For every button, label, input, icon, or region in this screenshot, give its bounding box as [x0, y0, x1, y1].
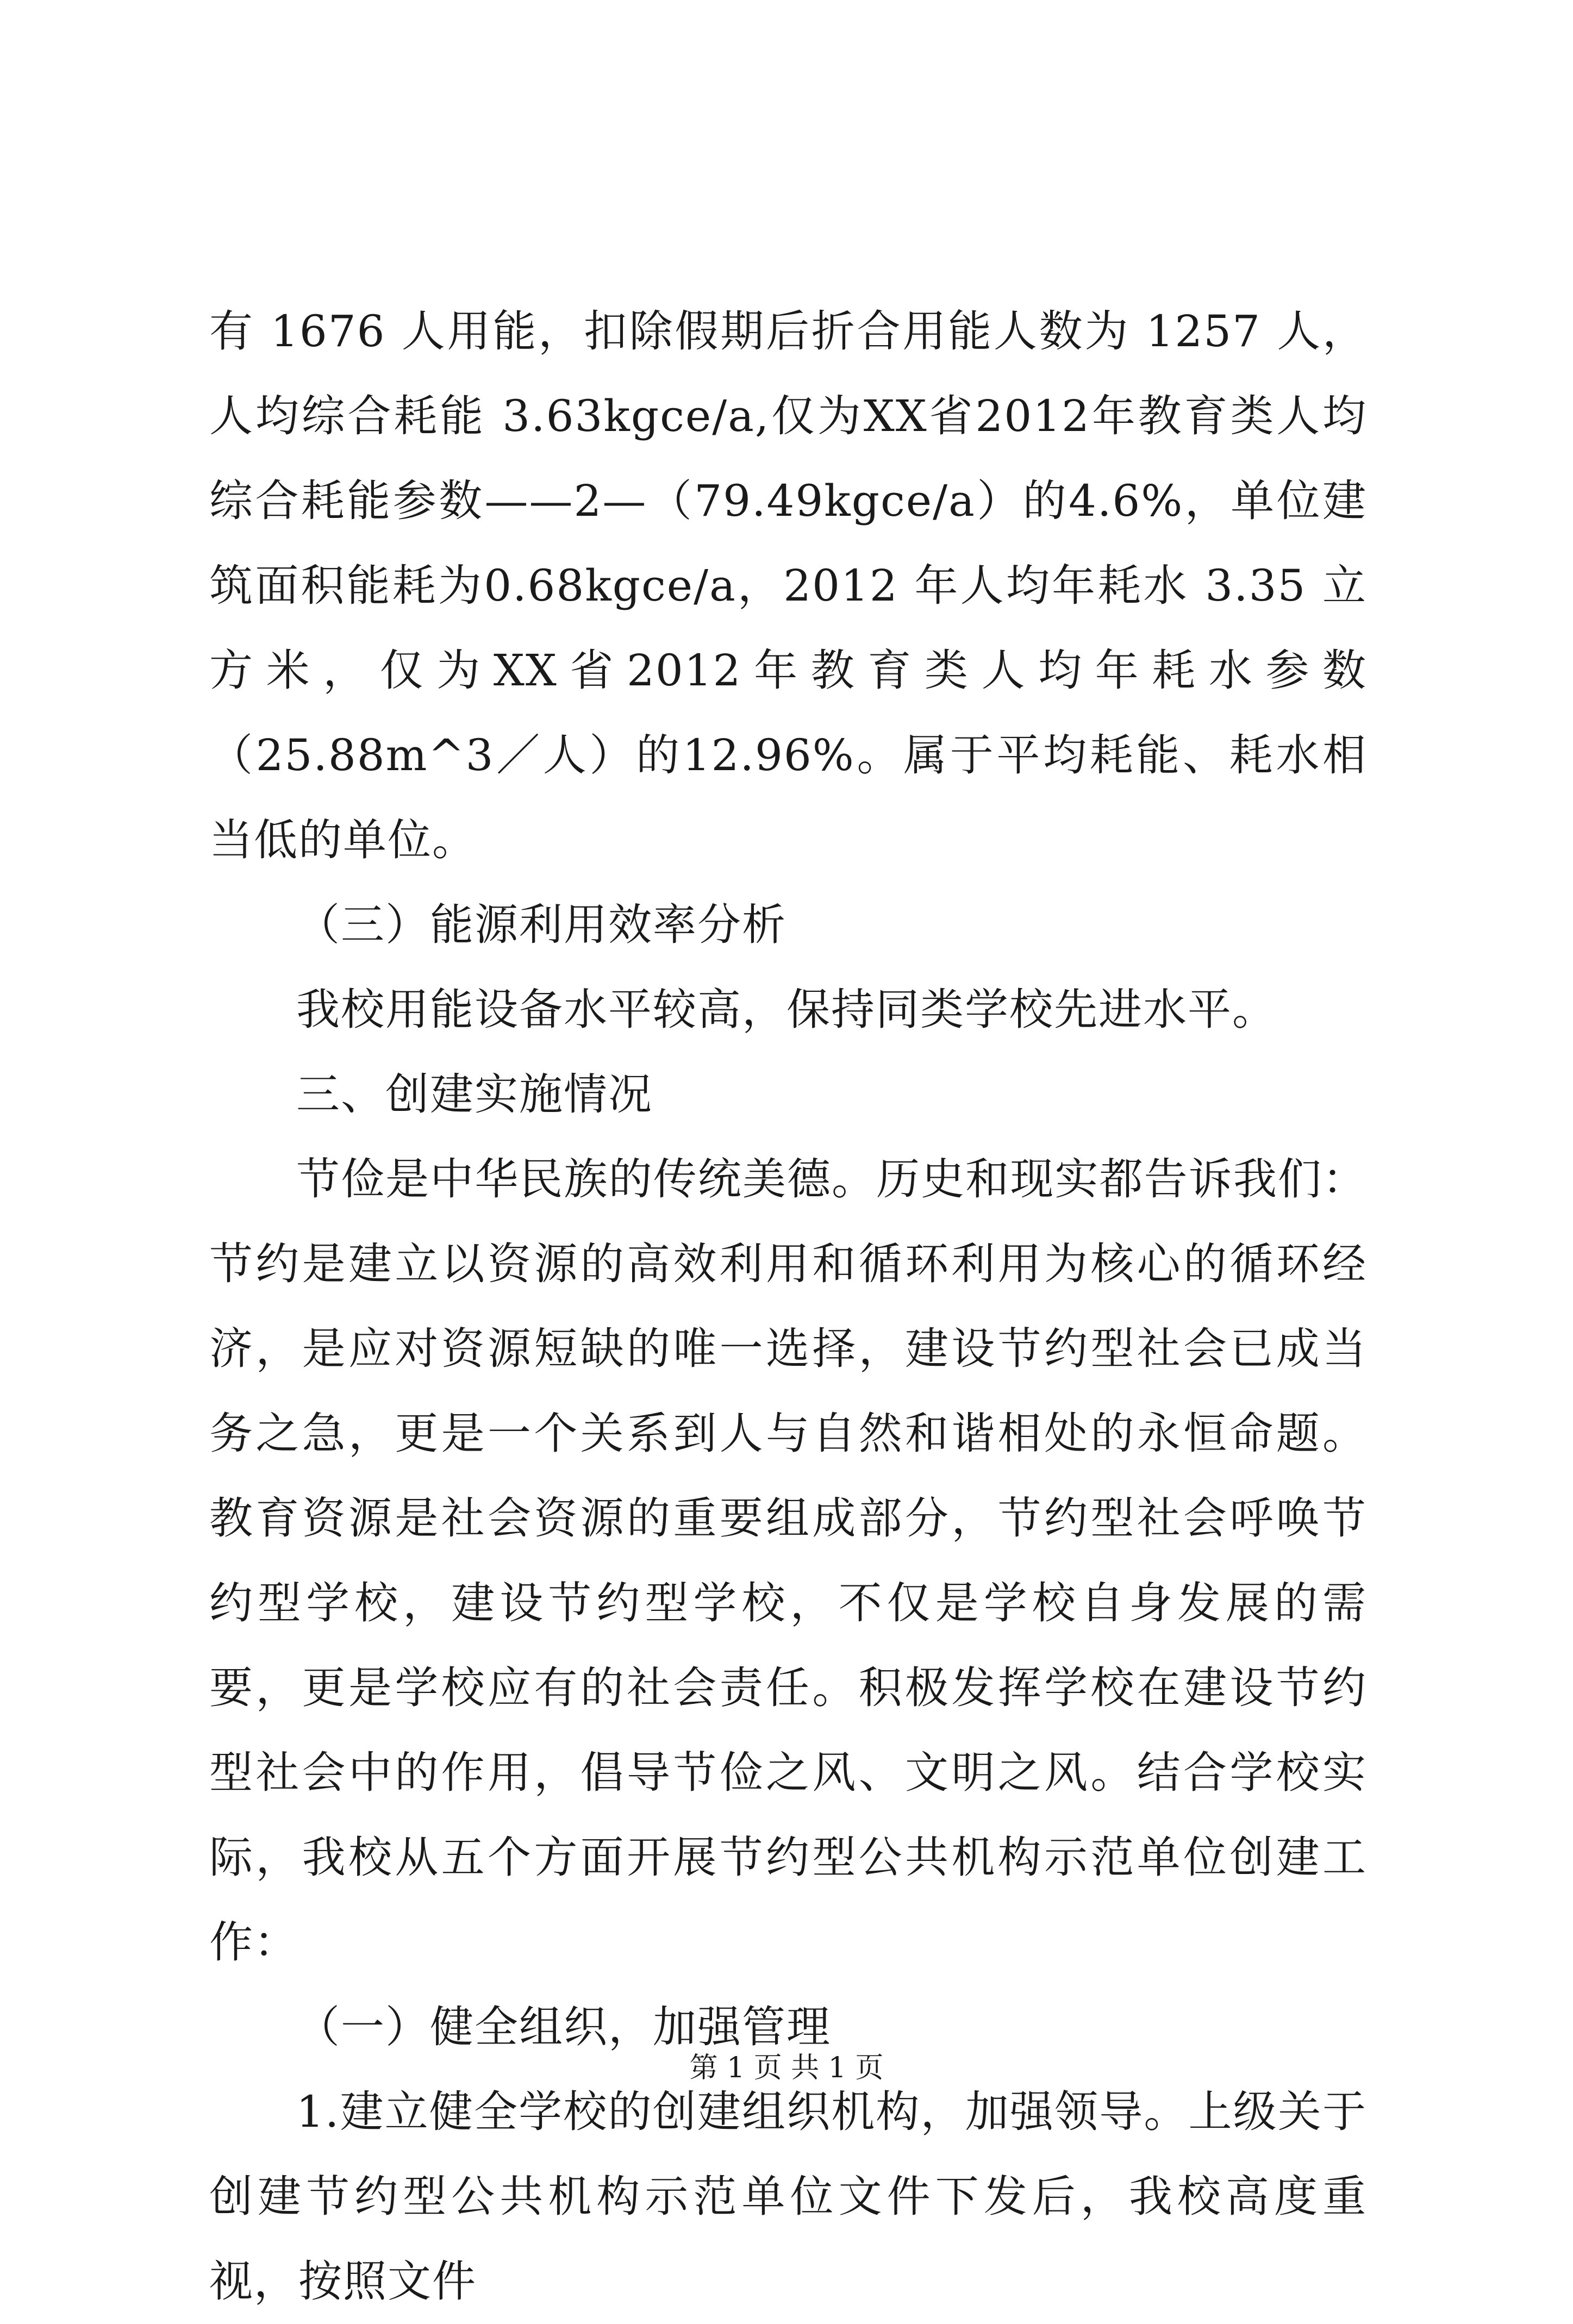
page-footer: 第 1 页 共 1 页 — [689, 2052, 884, 2084]
heading-implementation: 三、创建实施情况 — [296, 1069, 653, 1120]
paragraph-thrift-virtue: 节俭是中华民族的传统美德。历史和现实都告诉我们：节约是建立以资源的高效利用和循环利用为核心的循环经济，是应对资源短缺的唯一选择，建设节约型社会已成当务之急，更是一个关系到人与自然和谐相处的永恒命题。教育资源是社会资源的重要组成部分，节约型社会呼唤节约型学校，建设节约型学校，不仅是学校自身发展的需要，更是学校应有的社会责任。积极发挥学校在建设节约型社会中的作用，倡导节俭之风、文明之风。结合学校实际，我校从五个方面开展节约型公共机构示范单位创建工作： — [209, 1154, 1367, 1967]
paragraph-establish-organization: 1.建立健全学校的创建组织机构，加强领导。上级关于创建节约型公共机构示范单位文件下发后，我校高度重视，按照文件 — [209, 2086, 1367, 2307]
heading-energy-efficiency-analysis: （三）能源利用效率分析 — [296, 899, 786, 950]
paragraph-energy-stats: 有 1676 人用能，扣除假期后折合用能人数为 1257 人，人均综合耗能 3.63kgce/a,仅为XX省2012年教育类人均综合耗能参数——2—（79.49kgce/a）的4.6%，单位建筑面积能耗为0.68kgce/a，2012 年人均年耗水 3.35 立方米，仅为XX省2012年教育类人均年耗水参数（25.88m^3／人）的12.96%。属于平均耗能、耗水相当低的单位。 — [209, 306, 1367, 865]
document-body — [209, 289, 1367, 2324]
heading-organization-management: （一）健全组织，加强管理 — [296, 2002, 831, 2052]
paragraph-equipment-level: 我校用能设备水平较高，保持同类学校先进水平。 — [296, 984, 1277, 1035]
